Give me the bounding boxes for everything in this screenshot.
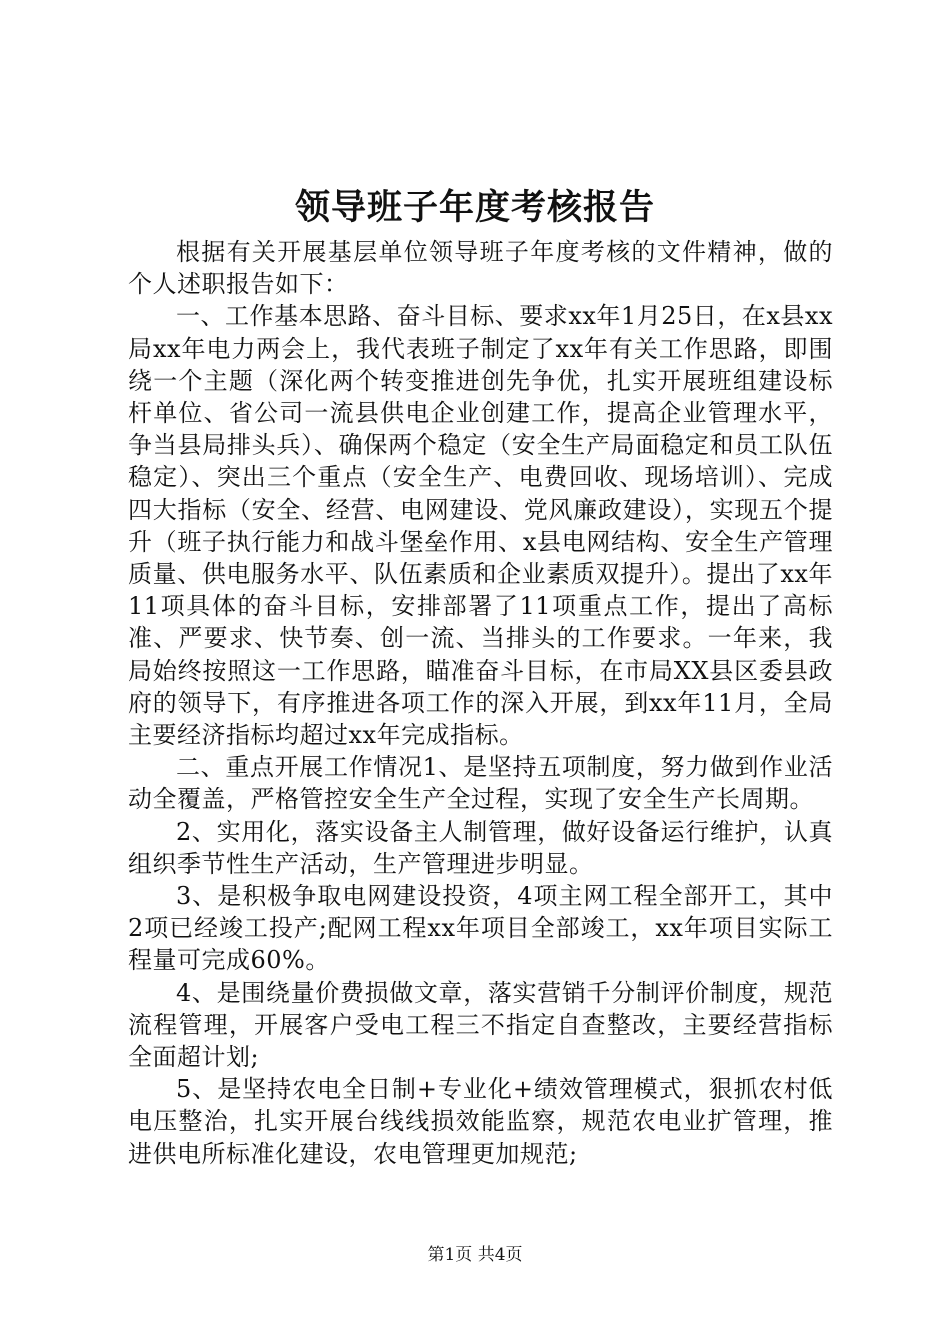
paragraph-section-1: 一、工作基本思路、奋斗目标、要求xx年1月25日，在x县xx局xx年电力两会上，我代表班子制定了xx年有关工作思路，即围绕一个主题（深化两个转变推进创先争优，扎实开展班组建设标杆单位、省公司一流县供电企业创建工作，提高企业管理水平，争当县局排头兵）、确保两个稳定（安全生产局面稳定和员工队伍稳定）、突出三个重点（安全生产、电费回收、现场培训）、完成四大指标（安全、经营、电网建设、党风廉政建设），实现五个提升（班子执行能力和战斗堡垒作用、x县电网结构、安全生产管理质量、供电服务水平、队伍素质和企业素质双提升）。提出了xx年11项具体的奋斗目标，安排部署了11项重点工作，提出了高标准、严要求、快节奏、创一流、当排头的工作要求。一年来，我局始终按照这一工作思路，瞄准奋斗目标，在市局XX县区委县政府的领导下，有序推进各项工作的深入开展，到xx年11月，全局主要经济指标均超过xx年完成指标。: [128, 302, 833, 750]
paragraph-intro: 根据有关开展基层单位领导班子年度考核的文件精神，做的个人述职报告如下：: [128, 238, 833, 299]
paragraph-item-5: 5、是坚持农电全日制+专业化+绩效管理模式，狠抓农村低电压整治，扎实开展台线线损效能监察，规范农电业扩管理，推进供电所标准化建设，农电管理更加规范;: [128, 1075, 833, 1168]
document-title: 领导班子年度考核报告: [294, 187, 655, 228]
page-number-footer: 第1页 共4页: [427, 1245, 523, 1265]
document-body: [128, 236, 833, 1170]
paragraph-section-2: 二、重点开展工作情况1、是坚持五项制度，努力做到作业活动全覆盖，严格管控安全生产全过程，实现了安全生产长周期。: [128, 753, 833, 814]
paragraph-item-3: 3、是积极争取电网建设投资，4项主网工程全部开工，其中2项已经竣工投产;配网工程xx年项目全部竣工，xx年项目实际工程量可完成60%。: [128, 882, 833, 975]
paragraph-item-4: 4、是围绕量价费损做文章，落实营销千分制评价制度，规范流程管理，开展客户受电工程三不指定自查整改，主要经营指标全面超计划;: [128, 978, 833, 1072]
paragraph-item-2: 2、实用化，落实设备主人制管理，做好设备运行维护，认真组织季节性生产活动，生产管理进步明显。: [128, 817, 833, 878]
